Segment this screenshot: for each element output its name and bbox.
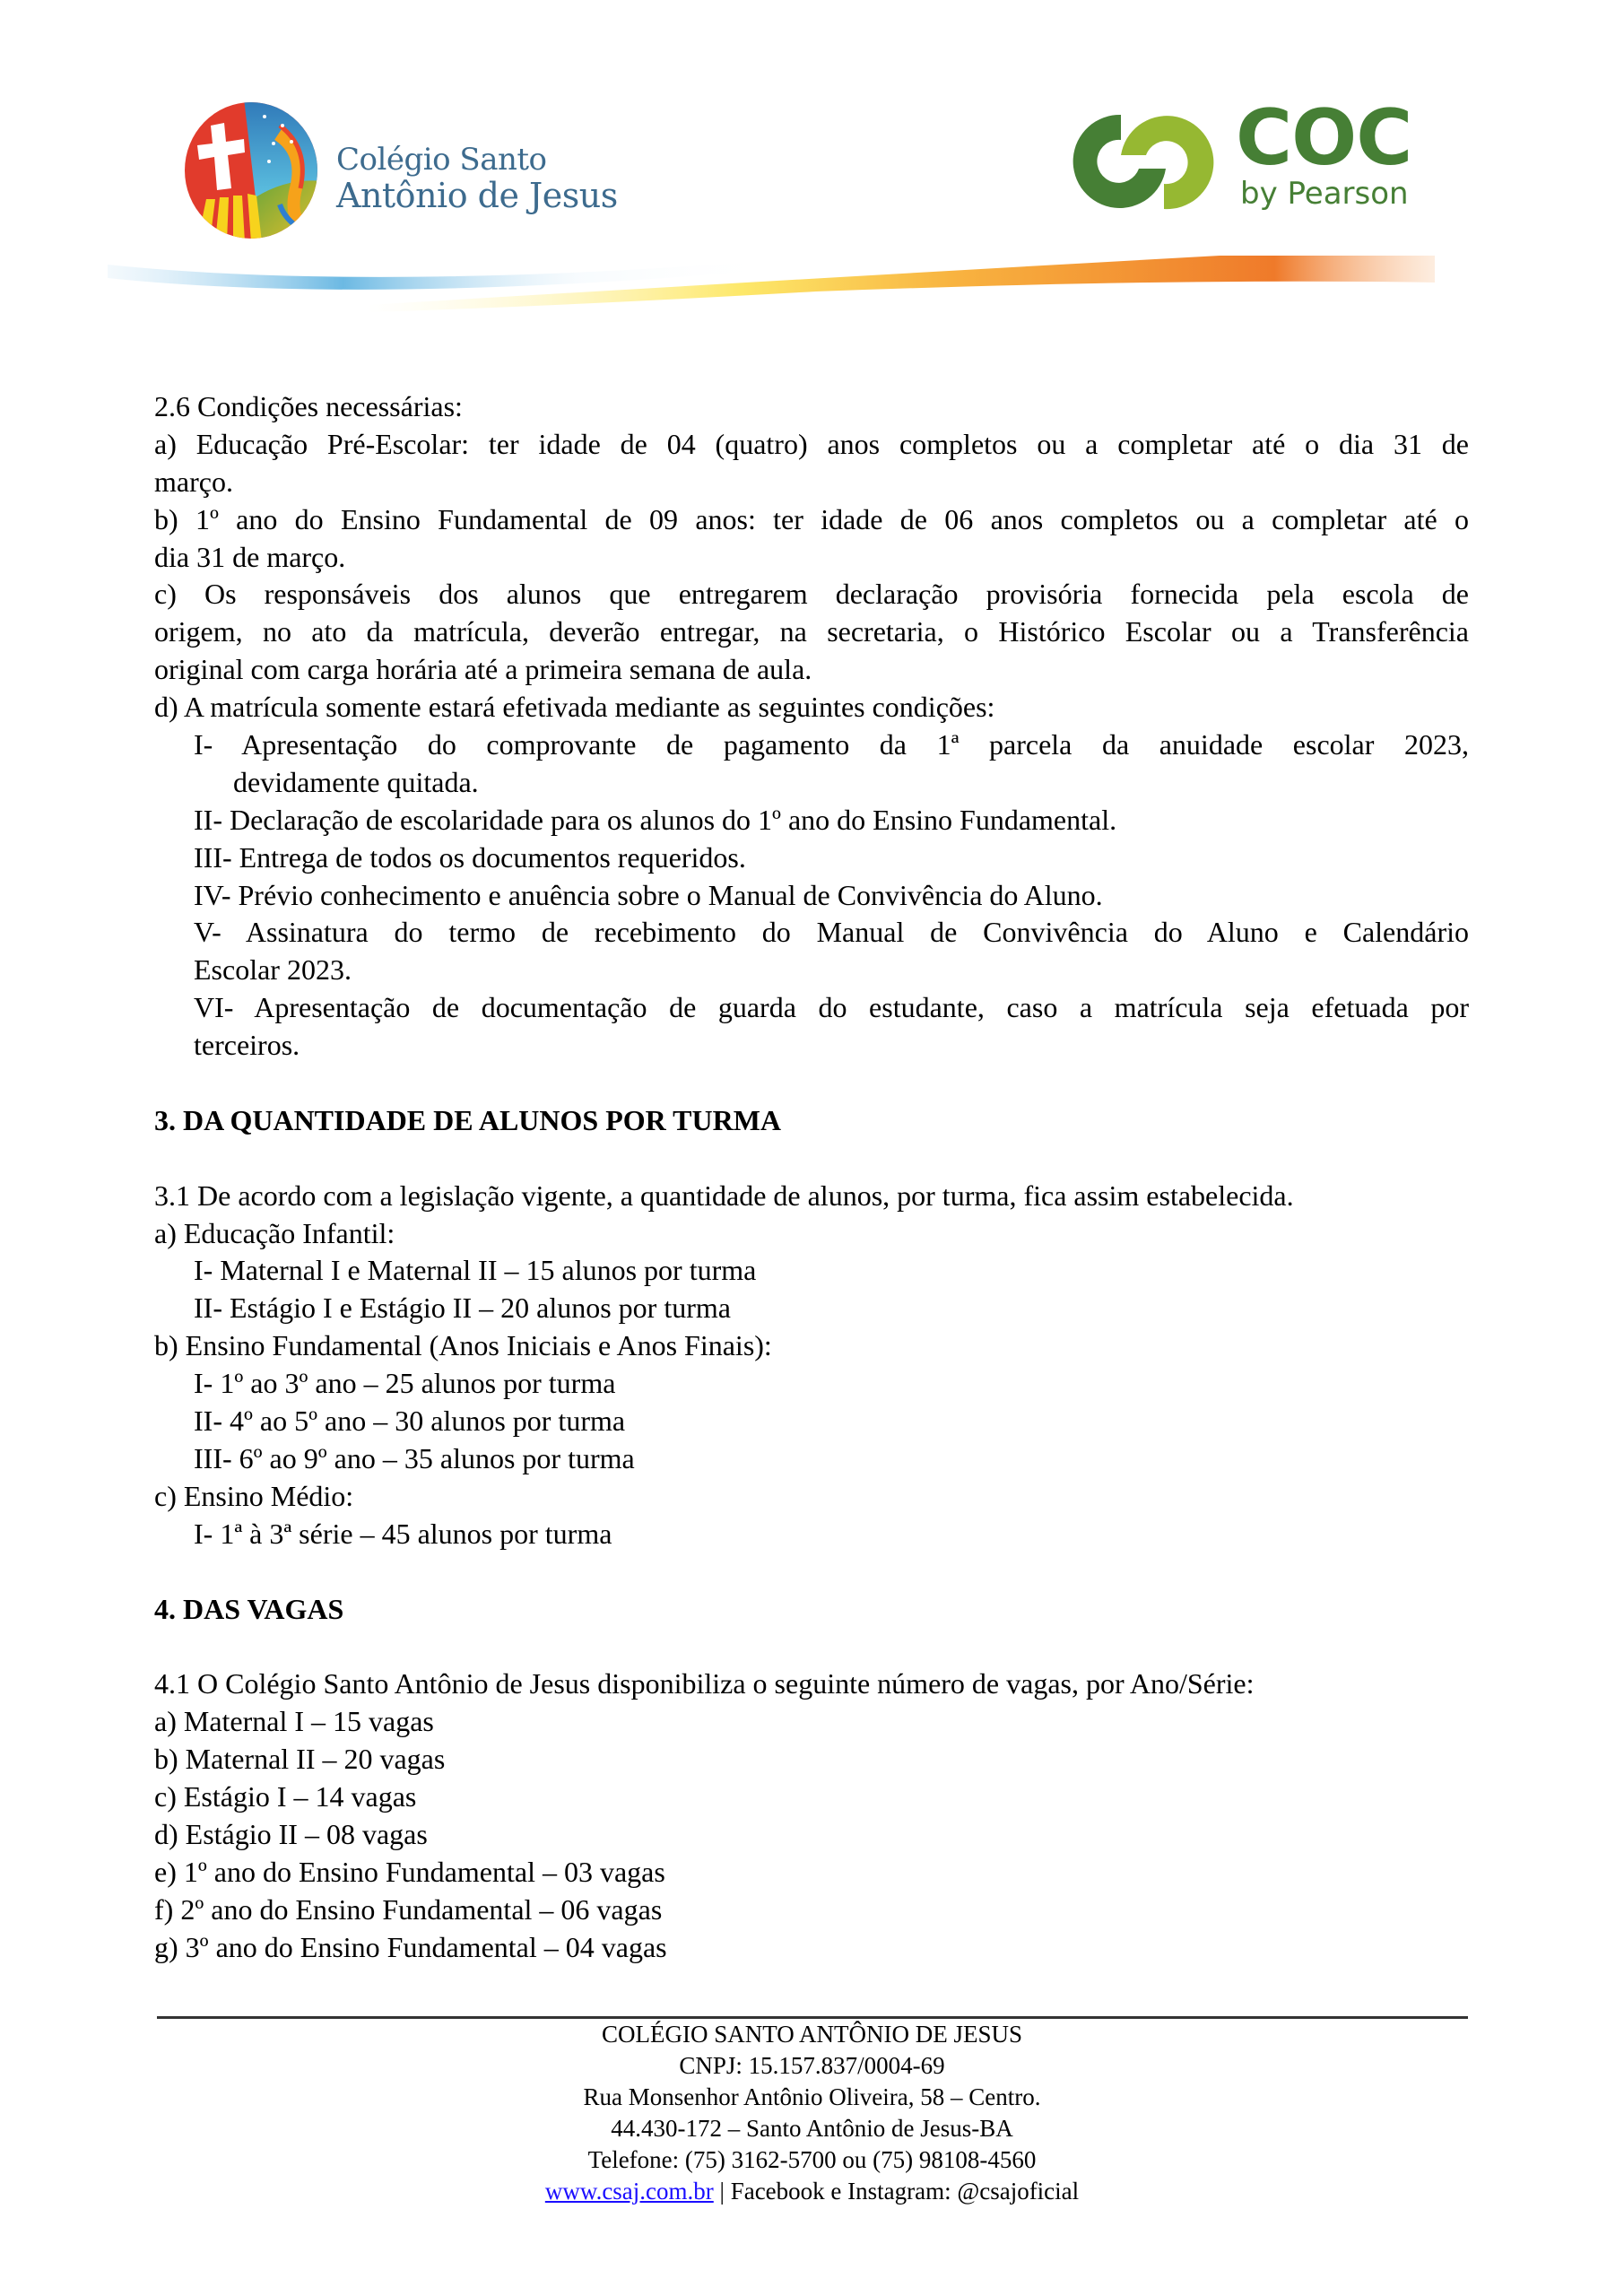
footer-school-name: COLÉGIO SANTO ANTÔNIO DE JESUS <box>601 2021 1022 2048</box>
class-size-item: I- 1ª à 3ª série – 45 alunos por turma <box>194 1517 612 1550</box>
class-size-item: II- Estágio I e Estágio II – 20 alunos por turma <box>194 1292 731 1325</box>
footer-separator: | <box>719 2178 725 2205</box>
vacancy-item: f) 2º ano do Ensino Fundamental – 06 vagas <box>154 1892 663 1926</box>
class-size-group-label: b) Ensino Fundamental (Anos Iniciais e Anos Finais): <box>154 1329 772 1362</box>
section-2-6-title: 2.6 Condições necessárias: <box>154 390 463 422</box>
coc-wordmark: COC <box>1236 93 1412 183</box>
requirement-item: IV- Prévio conhecimento e anuência sobre o Manual de Convivência do Aluno. <box>194 878 1103 911</box>
class-size-item: II- 4º ao 5º ano – 30 alunos por turma <box>194 1405 626 1438</box>
page-footer <box>0 2019 1624 2207</box>
school-name-line2: Antônio de Jesus <box>336 176 618 215</box>
condition-d-intro: d) A matrícula somente estará efetivada mediante as seguintes condições: <box>154 691 995 724</box>
vacancy-item: a) Maternal I – 15 vagas <box>154 1705 434 1738</box>
footer-city: 44.430-172 – Santo Antônio de Jesus-BA <box>611 2115 1013 2142</box>
class-size-item: I- 1º ao 3º ano – 25 alunos por turma <box>194 1367 616 1400</box>
section-3-heading: 3. DA QUANTIDADE DE ALUNOS POR TURMA <box>154 1103 782 1136</box>
condition-a-line1: a) Educação Pré-Escolar: ter idade de 04 (quatro) anos completos ou a completar até o dia 31 de <box>154 427 1469 460</box>
condition-c-line3: original com carga horária até a primeira semana de aula. <box>154 653 812 686</box>
condition-b-line2: dia 31 de março. <box>154 540 346 573</box>
requirement-item-cont: devidamente quitada. <box>233 765 479 798</box>
requirement-item-cont: terceiros. <box>194 1029 300 1062</box>
header-swoosh-decoration <box>99 242 1515 323</box>
vacancy-item: g) 3º ano do Ensino Fundamental – 04 vagas <box>154 1930 667 1963</box>
condition-b-line1: b) 1º ano do Ensino Fundamental de 09 anos: ter idade de 06 anos completos ou a completar até o <box>154 502 1469 535</box>
section-4-heading: 4. DAS VAGAS <box>154 1592 344 1625</box>
school-logo <box>179 99 646 242</box>
requirement-item-cont: Escolar 2023. <box>194 953 352 987</box>
condition-c-line2: origem, no ato da matrícula, deverão entregar, na secretaria, o Histórico Escolar ou a Transferência <box>154 615 1469 648</box>
spacer <box>154 1553 1469 1591</box>
coc-pearson-logo <box>1067 93 1444 222</box>
footer-phone: Telefone: (75) 3162-5700 ou (75) 98108-4560 <box>587 2146 1037 2173</box>
class-size-group-label: c) Ensino Médio: <box>154 1479 354 1512</box>
footer-social: Facebook e Instagram: @csajoficial <box>730 2178 1080 2205</box>
class-size-item: III- 6º ao 9º ano – 35 alunos por turma <box>194 1441 635 1474</box>
section-3-intro: 3.1 De acordo com a legislação vigente, a quantidade de alunos, por turma, fica assim estabelecida. <box>154 1178 1294 1212</box>
document-body <box>154 388 1469 1966</box>
page-header <box>0 0 1624 359</box>
spacer <box>154 1628 1469 1665</box>
coc-tagline: by Pearson <box>1240 176 1409 212</box>
website-link[interactable]: www.csaj.com.br <box>544 2178 714 2205</box>
requirement-item: VI- Apresentação de documentação de guarda do estudante, caso a matrícula seja efetuada por <box>194 991 1469 1024</box>
school-name <box>336 142 618 213</box>
spacer <box>154 1140 1469 1178</box>
vacancy-item: b) Maternal II – 20 vagas <box>154 1743 446 1776</box>
coc-rings-icon <box>1067 106 1220 218</box>
requirement-item: II- Declaração de escolaridade para os alunos do 1º ano do Ensino Fundamental. <box>194 803 1117 836</box>
footer-links <box>0 2176 1624 2207</box>
school-emblem-icon <box>179 99 323 242</box>
footer-cnpj: CNPJ: 15.157.837/0004-69 <box>679 2052 945 2079</box>
vacancy-item: e) 1º ano do Ensino Fundamental – 03 vagas <box>154 1855 665 1888</box>
requirement-item: I- Apresentação do comprovante de pagamento da 1ª parcela da anuidade escolar 2023, <box>194 728 1469 761</box>
condition-a-line2: março. <box>154 465 233 498</box>
spacer <box>154 1065 1469 1102</box>
class-size-group-label: a) Educação Infantil: <box>154 1216 395 1249</box>
requirement-item: V- Assinatura do termo de recebimento do Manual de Convivência do Aluno e Calendário <box>194 916 1469 949</box>
condition-c-line1: c) Os responsáveis dos alunos que entregarem declaração provisória fornecida pela escola de <box>154 578 1469 611</box>
class-size-item: I- Maternal I e Maternal II – 15 alunos por turma <box>194 1254 757 1287</box>
vacancy-item: d) Estágio II – 08 vagas <box>154 1817 428 1850</box>
school-name-line1: Colégio Santo <box>336 142 547 178</box>
footer-address: Rua Monsenhor Antônio Oliveira, 58 – Centro. <box>583 2083 1041 2110</box>
vacancy-item: c) Estágio I – 14 vagas <box>154 1779 417 1813</box>
requirement-item: III- Entrega de todos os documentos requeridos. <box>194 840 746 874</box>
section-4-intro: 4.1 O Colégio Santo Antônio de Jesus disponibiliza o seguinte número de vagas, por Ano/Série: <box>154 1667 1255 1700</box>
